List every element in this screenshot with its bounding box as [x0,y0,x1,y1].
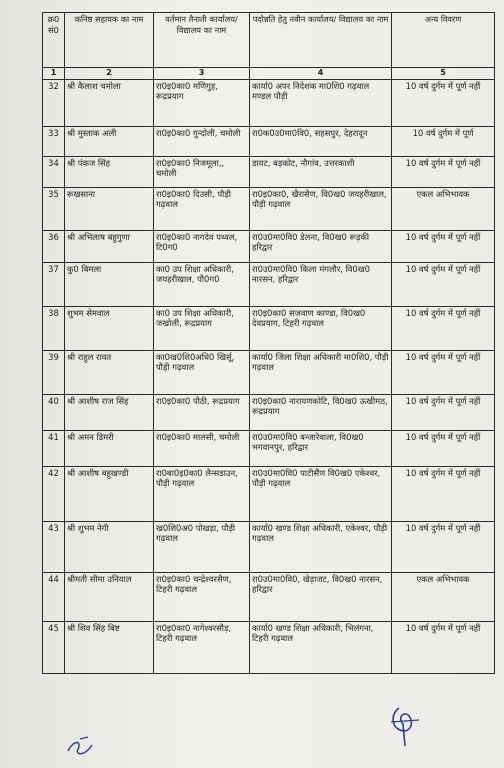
row-serial-number: 39 [43,350,65,394]
employee-name: श्री आशीष बहुखण्डी [65,466,154,521]
employee-name: रूखसाना [65,187,154,230]
table-row [43,156,495,187]
current-posting: रा0इ0का0 गुन्दोली, चमोली [154,126,250,156]
column-number-row [43,68,495,80]
current-posting: का0ख0शि0अधि0 खिर्सू, पौड़ी गढ़वाल [154,350,250,394]
current-posting: रा0बा0इ0का0 लैन्सडाउन, पौड़ी गढ़वाल [154,466,250,521]
new-posting: कार्या0 खण्ड शिक्षा अधिकारी, एकेश्वर, पौड़ी गढ़वाल [250,521,392,572]
employee-name: शुभम सेमवाल [65,306,154,350]
remark: एकल अभिभावक [392,572,495,621]
table-row [43,572,495,621]
employee-name: श्री कैलाश चमोला [65,79,154,126]
remark: 10 वर्ष दुर्गम में पूर्ण नहीं [392,350,495,394]
row-serial-number: 35 [43,187,65,230]
employee-name: श्री अभिलाष बहुगुणा [65,230,154,262]
employee-name: कु0 बिमला [65,262,154,306]
employee-name: श्री पंकज सिंह [65,156,154,187]
row-serial-number: 44 [43,572,65,621]
table-row [43,521,495,572]
current-posting: रा0इ0का0 नागदेव पथ्वल, टि0ग0 [154,230,250,262]
table-row [43,621,495,673]
table-row [43,430,495,466]
current-posting: रा0इ0का0 पौठी, रूद्रप्रयाग [154,394,250,430]
new-posting: कार्या0 अपर निदेशक मा0शि0 गढ़वाल मण्डल पौड़ी [250,79,392,126]
remark: 10 वर्ष दुर्गम में पूर्ण नहीं [392,430,495,466]
employee-name: श्री अमन डिमरी [65,430,154,466]
remark: 10 वर्ष दुर्गम में पूर्ण नहीं [392,466,495,521]
header-new-posting: पदोन्नति हेतु नवीन कार्यालय/ विद्यालय का नाम [250,13,392,68]
row-serial-number: 45 [43,621,65,673]
remark: 10 वर्ष दुर्गम में पूर्ण नहीं [392,394,495,430]
row-serial-number: 38 [43,306,65,350]
row-serial-number: 33 [43,126,65,156]
column-number: 5 [392,68,495,80]
header-current-posting: वर्तमान तैनाती कार्यालय/ विद्यालय का नाम [154,13,250,68]
row-serial-number: 40 [43,394,65,430]
new-posting: रा0इ0का0 नारायणकोटि, वि0ख0 ऊखीमठ, रूद्रप्रयाग [250,394,392,430]
row-serial-number: 42 [43,466,65,521]
table-row [43,262,495,306]
remark: एकल अभिभावक [392,187,495,230]
table-row [43,126,495,156]
new-posting: डायट, बड़कोट, नौगांव, उत्तरकाशी [250,156,392,187]
new-posting: कार्या0 खण्ड शिक्षा अधिकारी, भिलंगना, टिहरी गढ़वाल [250,621,392,673]
row-serial-number: 43 [43,521,65,572]
table-row [43,187,495,230]
table-row [43,466,495,521]
row-serial-number: 41 [43,430,65,466]
table-row [43,79,495,126]
employee-name: श्री शुभम नेगी [65,521,154,572]
new-posting: कार्या0 जिला शिक्षा अधिकारी मा0शि0, पौड़ी गढ़वाल [250,350,392,394]
employee-name: श्री मुस्ताक अली [65,126,154,156]
employee-name: श्री शिव सिंह बिष्ट [65,621,154,673]
table-row [43,230,495,262]
employee-name: श्री राहुल रावत [65,350,154,394]
initials-mark [64,735,98,761]
current-posting: का0 उप शिक्षा अधिकारी, जखोली, रूद्रप्रयाग [154,306,250,350]
new-posting: रा0उ0मा0वि0 किला मंगलौर, वि0ख0 नारसन, हरिद्वार [250,262,392,306]
row-serial-number: 37 [43,262,65,306]
current-posting: रा0इ0का0 दिउसी, पौड़ी गढ़वाल [154,187,250,230]
row-serial-number: 34 [43,156,65,187]
row-serial-number: 36 [43,230,65,262]
table-row [43,394,495,430]
column-number: 3 [154,68,250,80]
table-row [43,350,495,394]
column-number: 4 [250,68,392,80]
new-posting: रा0इ0का0 सजवाण काण्डा, वि0ख0 देवप्रयाग, टिहरी गढ़वाल [250,306,392,350]
column-number: 1 [43,68,65,80]
remark: 10 वर्ष दुर्गम में पूर्ण नहीं [392,306,495,350]
row-serial-number: 32 [43,79,65,126]
signature-mark [385,700,425,750]
remark: 10 वर्ष दुर्गम में पूर्ण नहीं [392,230,495,262]
remark: 10 वर्ष दुर्गम में पूर्ण [392,126,495,156]
header-name: कनिष्ठ सहायक का नाम [65,13,154,68]
current-posting: रा0इ0का0 मालसी, चमोली [154,430,250,466]
remark: 10 वर्ष दुर्गम में पूर्ण नहीं [392,79,495,126]
current-posting: रा0इ0का0 नागेश्वरसौड़, टिहरी गढ़वाल [154,621,250,673]
current-posting: रा0इ0का0 मणिगुह, रूद्रप्रयाग [154,79,250,126]
new-posting: रा0इ0का0, खैरासैण, वि0ख0 जयहरीखाल, पौड़ी गढ़वाल [250,187,392,230]
new-posting: रा0उ0मा0वि0 पाटीसैंण वि0ख0 एकेश्वर, पौड़ी गढ़वाल [250,466,392,521]
current-posting: रा0इ0का0 निजमूला,, चमोली [154,156,250,187]
new-posting: रा0उ0मा0वि0 डेलना, वि0ख0 रूड़की हरिद्वार [250,230,392,262]
remark: 10 वर्ष दुर्गम में पूर्ण नहीं [392,621,495,673]
remark: 10 वर्ष दुर्गम में पूर्ण नहीं [392,156,495,187]
header-row [43,13,495,68]
employee-name: श्री आशीष राज सिंह [65,394,154,430]
header-remarks: अन्य विवरण [392,13,495,68]
transfer-table [42,12,495,674]
remark: 10 वर्ष दुर्गम में पूर्ण नहीं [392,521,495,572]
current-posting: रा0इ0का0 चन्द्रेश्वरसैण, टिहरी गढ़वाल [154,572,250,621]
new-posting: रा0उ0मा0वि0, खेड़ाजट, वि0ख0 नारसन, हरिद्वार [250,572,392,621]
employee-name: श्रीमती सीमा उनियाल [65,572,154,621]
current-posting: का0 उप शिक्षा अधिकारी, जयहरीखाल, पौ0ग0 [154,262,250,306]
new-posting: रा0क0उ0मा0वि0, सहसपुर, देहरादून [250,126,392,156]
new-posting: रा0उ0मा0वि0 बन्जारेवाला, वि0ख0 भगवानपुर, हरिद्वार [250,430,392,466]
remark: 10 वर्ष दुर्गम में पूर्ण नहीं [392,262,495,306]
header-serial: क्र0 सं0 [43,13,65,68]
current-posting: ख0शि0अ0 पोखड़ा, पौड़ी गढ़वाल [154,521,250,572]
column-number: 2 [65,68,154,80]
table-row [43,306,495,350]
